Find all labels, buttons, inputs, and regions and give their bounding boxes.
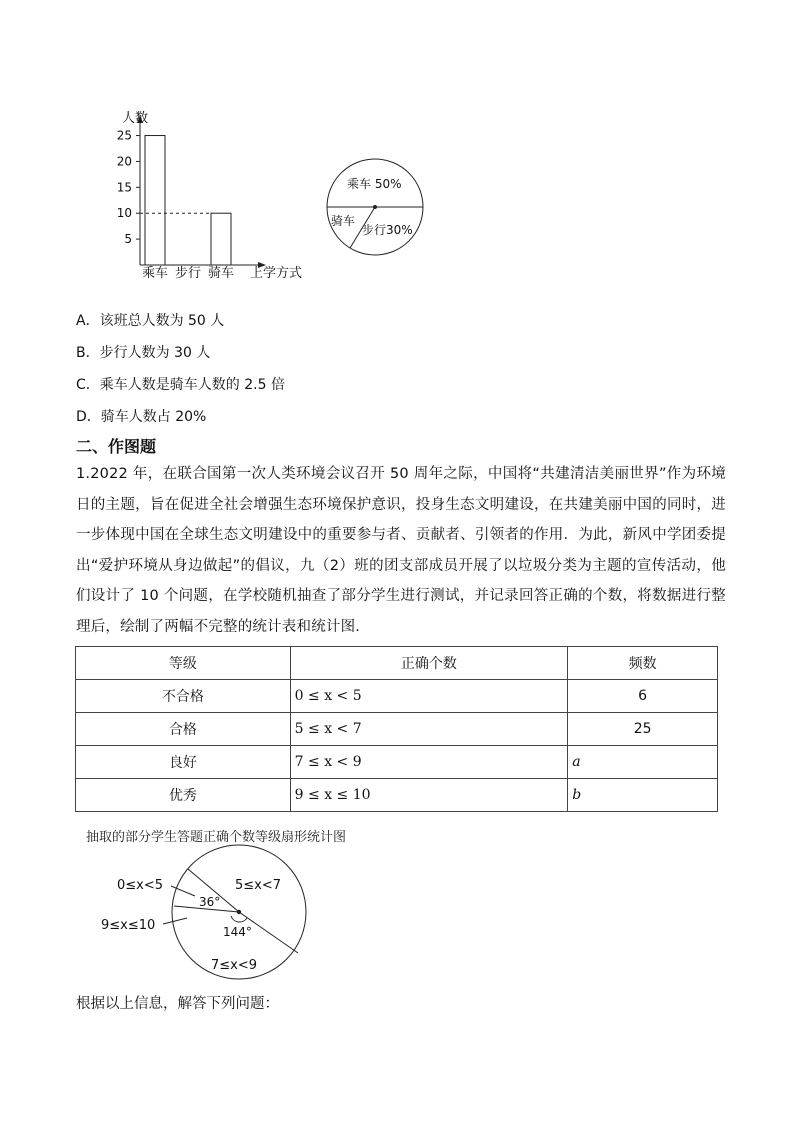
table-header-cell: 频数 xyxy=(568,647,718,680)
table-header-cell: 正确个数 xyxy=(290,647,568,680)
bar-chart xyxy=(100,100,315,285)
pie2-angle-36: 36° xyxy=(199,895,221,909)
bar-category-label: 步行 xyxy=(174,266,202,281)
pie2-label-9-10: 9≤x≤10 xyxy=(101,918,156,933)
bar-y-tick-label: 5 xyxy=(124,232,132,247)
bar-y-tick-label: 25 xyxy=(116,128,132,143)
table-cell: 良好 xyxy=(76,746,291,779)
table-row xyxy=(76,746,718,779)
bar-乘车 xyxy=(145,136,165,265)
bar-category-label: 骑车 xyxy=(207,266,235,281)
table-cell: 25 xyxy=(568,713,718,746)
table-row xyxy=(76,713,718,746)
bar-y-tick-label: 20 xyxy=(116,154,132,169)
table-cell: b xyxy=(568,779,718,812)
table-cell: 不合格 xyxy=(76,680,291,713)
pie2-caption: 抽取的部分学生答题正确个数等级扇形统计图 xyxy=(86,830,347,845)
table-cell: 6 xyxy=(568,680,718,713)
pie1-label-cheng: 乘车 50% xyxy=(347,177,402,191)
table-row xyxy=(76,680,718,713)
table-cell: a xyxy=(568,746,718,779)
table-row xyxy=(76,779,718,812)
bar-category-label: 乘车 xyxy=(141,266,169,281)
table-cell: 合格 xyxy=(76,713,291,746)
bar-y-tick-label: 15 xyxy=(116,180,132,195)
table-cell: 优秀 xyxy=(76,779,291,812)
pie-chart-1 xyxy=(320,155,430,265)
table-header-row xyxy=(76,647,718,680)
grade-table xyxy=(75,646,718,812)
table-cell: 5 ≤ x < 7 xyxy=(290,713,568,746)
option-a: A．该班总人数为 50 人 xyxy=(76,313,225,329)
pie2-label-5-7: 5≤x<7 xyxy=(235,878,282,893)
table-header-cell: 等级 xyxy=(76,647,291,680)
pie2-label-7-9: 7≤x<9 xyxy=(211,958,258,973)
section-title: 二、作图题 xyxy=(76,437,157,456)
bar-y-label: 人数 xyxy=(122,111,149,126)
table-cell: 7 ≤ x < 9 xyxy=(290,746,568,779)
option-c: C．乘车人数是骑车人数的 2.5 倍 xyxy=(76,377,285,393)
bottom-instruction: 根据以上信息，解答下列问题： xyxy=(76,996,279,1012)
bar-y-tick-label: 10 xyxy=(116,206,132,221)
table-cell: 9 ≤ x ≤ 10 xyxy=(290,779,568,812)
bar-x-label: 上学方式 xyxy=(250,266,303,281)
pie2-label-0-5: 0≤x<5 xyxy=(117,878,164,893)
pie1-center xyxy=(373,205,377,209)
pie2-leader-9-10 xyxy=(163,918,187,924)
pie1-label-bu: 步行30% xyxy=(362,223,413,237)
option-d: D．骑车人数占 20% xyxy=(76,409,207,425)
table-cell: 0 ≤ x < 5 xyxy=(290,680,568,713)
pie-chart-2 xyxy=(95,838,315,988)
option-b: B．步行人数为 30 人 xyxy=(76,345,211,361)
pie2-angle-144: 144° xyxy=(223,925,252,939)
pie2-angle-arc xyxy=(231,916,247,922)
question-paragraph: 1.2022 年，在联合国第一次人类环境会议召开 50 周年之际，中国将“共建清洁美丽世界”作为环境日的主题，旨在促进全社会增强生态环境保护意识，投身生态文明建设，在共建美丽中国的同时，进一步体现中国在全球生态文明建设中的重要参与者、贡献者、引领者的作用．为此，新风中学团委提出“爱护环境从身边做起”的倡议，九（2）班的团支部成员开展了以垃圾分类为主题的宣传活动，他们设计了 10 个问题，在学校随机抽查了部分学生进行测试，并记录回答正确的个数，将数据进行整理后，绘制了两幅不完整的统计表和统计图． xyxy=(76,466,726,635)
pie1-label-qi: 骑车 xyxy=(331,214,356,228)
bar-骑车 xyxy=(211,213,231,265)
